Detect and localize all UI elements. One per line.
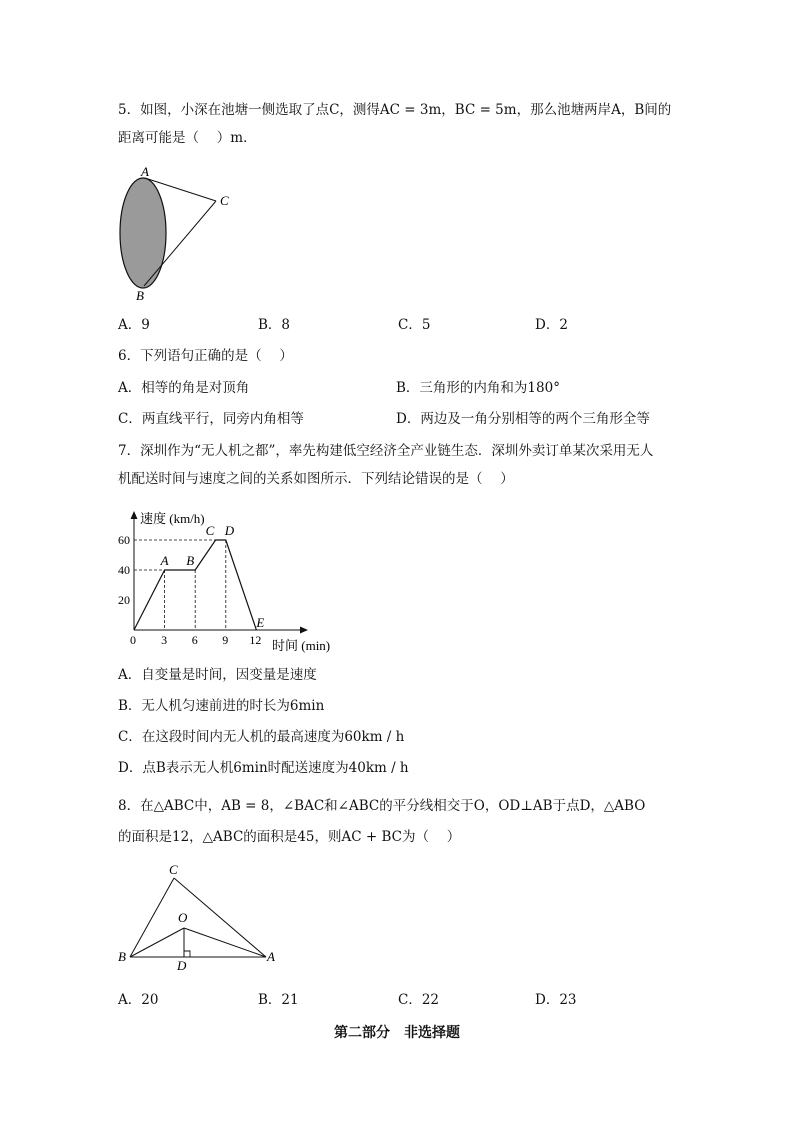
label-a: A	[141, 164, 149, 179]
point-label-c: C	[205, 523, 215, 538]
q8-option-b: B．21	[258, 992, 299, 1008]
q7-stem-line1: 7．深圳作为“无人机之都”，率先构建低空经济全产业链生态．深圳外卖订单某次采用无人	[118, 443, 654, 459]
point-label-b: B	[186, 553, 195, 568]
q8-option-a: A．20	[118, 992, 159, 1008]
guide-lines	[134, 540, 226, 630]
label-b: B	[136, 288, 144, 303]
label-c: C	[220, 193, 229, 208]
q8-stem-line1: 8．在△ABC中，AB = 8，∠BAC和∠ABC的平分线相交于O，OD⊥AB于点D，△ABO	[118, 798, 646, 814]
y-tick-label: 60	[118, 533, 130, 547]
label-d: D	[177, 958, 187, 972]
x-tick-label: 12	[249, 633, 262, 647]
q6-stem: 6．下列语句正确的是（ ）	[118, 348, 293, 364]
right-angle-mark	[184, 951, 190, 957]
q5-stem-line2: 距离可能是（ ）m．	[118, 130, 257, 146]
point-label-d: D	[224, 523, 235, 538]
q6-option-b: B．三角形的内角和为180°	[396, 380, 560, 396]
q6-option-a: A．相等的角是对顶角	[118, 380, 250, 396]
x-axis-arrow	[300, 627, 308, 634]
q7-stem-line2: 机配送时间与速度之间的关系如图所示．下列结论错误的是（ ）	[118, 471, 514, 487]
label-o: O	[178, 910, 188, 925]
q6-option-d: D．两边及一角分别相等的两个三角形全等	[396, 411, 650, 427]
q8-option-c: C．22	[398, 992, 440, 1008]
y-axis-arrow	[131, 511, 138, 519]
q5-option-a: A．9	[118, 317, 150, 333]
y-tick-label: 20	[118, 593, 130, 607]
q7-option-d: D．点B表示无人机6min时配送速度为40km / h	[118, 760, 409, 776]
origin-label: 0	[130, 633, 136, 647]
label-b: B	[118, 949, 126, 964]
q7-speed-time-chart	[112, 505, 352, 655]
q8-stem-line2: 的面积是12，△ABC的面积是45，则AC + BC为（ ）	[118, 829, 461, 845]
q8-triangle-figure	[112, 862, 292, 972]
q5-option-c: C．5	[398, 317, 431, 333]
x-tick-label: 9	[222, 633, 229, 647]
q7-option-b: B．无人机匀速前进的时长为6min	[118, 698, 325, 714]
q5-option-d: D．2	[535, 317, 568, 333]
label-a: A	[267, 949, 275, 964]
x-tick-label: 3	[161, 633, 168, 647]
q7-option-a: A．自变量是时间，因变量是速度	[118, 667, 317, 683]
x-axis-label: 时间 (min)	[272, 638, 331, 653]
point-labels	[160, 523, 265, 630]
x-tick-label: 6	[191, 633, 198, 647]
q5-stem-line1: 5．如图，小深在池塘一侧选取了点C，测得AC = 3m，BC = 5m，那么池塘两岸A，B间的	[118, 102, 672, 118]
q6-option-c: C．两直线平行，同旁内角相等	[118, 411, 304, 427]
q7-option-c: C．在这段时间内无人机的最高速度为60km / h	[118, 729, 405, 745]
label-c: C	[169, 862, 178, 877]
y-axis-label: 速度 (km/h)	[140, 511, 205, 526]
segment-ao	[184, 928, 266, 957]
section-title: 第二部分 非选择题	[334, 1025, 460, 1041]
side-ca	[174, 878, 266, 957]
point-label-a: A	[160, 553, 169, 568]
pond	[120, 178, 166, 288]
q5-pond-figure	[112, 162, 242, 304]
q5-option-b: B．8	[258, 317, 291, 333]
y-tick-label: 40	[118, 563, 130, 577]
q8-option-d: D．23	[535, 992, 577, 1008]
point-label-e: E	[256, 615, 265, 630]
